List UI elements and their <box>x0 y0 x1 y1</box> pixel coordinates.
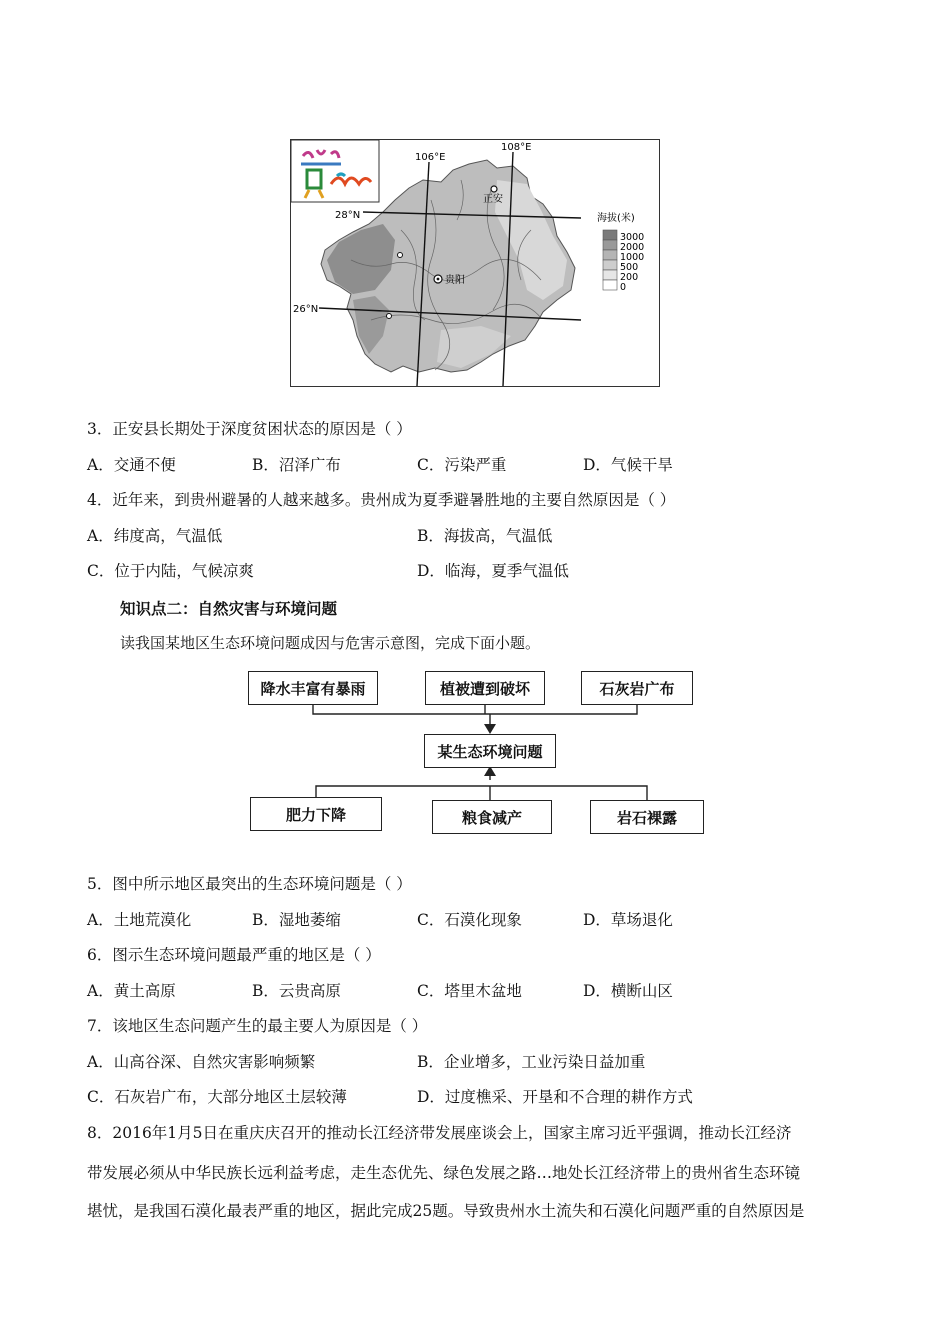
question-3-option-b: B．沼泽广布 <box>252 456 341 474</box>
question-5-option-c: C．石漠化现象 <box>417 911 522 929</box>
question-3-option-c: C．污染严重 <box>417 456 507 474</box>
effect-box: 肥力下降 <box>250 797 382 831</box>
arrow-down <box>484 724 496 734</box>
question-6-option-b: B．云贵高原 <box>252 982 341 1000</box>
cause-box: 植被遭到破坏 <box>425 671 545 705</box>
legend-value: 3000 <box>620 232 645 243</box>
legend-title: 海拔(米) <box>597 213 635 224</box>
zhengan-label: 正安 <box>483 194 503 205</box>
question-4-option-a: A．纬度高，气温低 <box>87 527 223 545</box>
legend-value: 2000 <box>620 242 645 253</box>
question-5-option-b: B．湿地萎缩 <box>252 911 341 929</box>
question-8-line: 堪忧，是我国石漠化最表严重的地区，据此完成25题。导致贵州水土流失和石漠化问题严重的自然原因是 <box>87 1202 805 1220</box>
cause-box: 石灰岩广布 <box>581 671 693 705</box>
section-heading: 知识点二：自然灾害与环境问题 <box>120 600 338 618</box>
legend-value: 200 <box>620 272 639 283</box>
question-4-option-c: C．位于内陆，气候凉爽 <box>87 562 254 580</box>
lat-28-label: 28°N <box>335 210 361 221</box>
question-6-option-c: C．塔里木盆地 <box>417 982 522 1000</box>
question-6-option-a: A．黄土高原 <box>87 982 176 1000</box>
section-intro: 读我国某地区生态环境问题成因与危害示意图，完成下面小题。 <box>120 634 541 652</box>
legend-value: 1000 <box>620 252 645 263</box>
question-5-stem: 5．图中所示地区最突出的生态环境问题是（ ） <box>87 875 412 893</box>
question-6-option-d: D．横断山区 <box>583 982 673 1000</box>
question-8-line: 带发展必须从中华民族长远利益考虑，走生态优先、绿色发展之路…地处长江经济带上的贵州省生态环镜 <box>87 1164 801 1182</box>
question-8-line: 8．2016年1月5日在重庆庆召开的推动长江经济带发展座谈会上，国家主席习近平强调，推动长江经济 <box>87 1124 792 1142</box>
lon-108-label: 108°E <box>501 142 532 153</box>
question-7-option-d: D．过度樵采、开垦和不合理的耕作方式 <box>417 1088 693 1106</box>
question-4-option-b: B．海拔高，气温低 <box>417 527 553 545</box>
question-5-option-a: A．土地荒漠化 <box>87 911 192 929</box>
lat-26-label: 26°N <box>293 304 319 315</box>
question-3-option-d: D．气候干旱 <box>583 456 673 474</box>
legend-value: 0 <box>620 282 627 293</box>
question-3-option-a: A．交通不便 <box>87 456 176 474</box>
effect-box: 粮食减产 <box>432 800 552 834</box>
question-7-option-c: C．石灰岩广布，大部分地区土层较薄 <box>87 1088 347 1106</box>
question-7-stem: 7．该地区生态问题产生的最主要人为原因是（ ） <box>87 1017 428 1035</box>
lon-106-label: 106°E <box>415 152 446 163</box>
cause-box: 降水丰富有暴雨 <box>248 671 378 705</box>
effect-box: 岩石裸露 <box>590 800 704 834</box>
question-4-option-d: D．临海，夏季气温低 <box>417 562 569 580</box>
question-7-option-a: A．山高谷深、自然灾害影响频繁 <box>87 1053 316 1071</box>
question-5-option-d: D．草场退化 <box>583 911 673 929</box>
question-6-stem: 6．图示生态环境问题最严重的地区是（ ） <box>87 946 381 964</box>
question-3-stem: 3．正安县长期处于深度贫困状态的原因是（ ） <box>87 420 412 438</box>
question-7-option-b: B．企业增多，工业污染日益加重 <box>417 1053 646 1071</box>
center-problem-box: 某生态环境问题 <box>424 734 556 768</box>
question-4-stem: 4．近年来，到贵州避暑的人越来越多。贵州成为夏季避暑胜地的主要自然原因是（ ） <box>87 491 676 509</box>
legend-value: 500 <box>620 262 639 273</box>
guiyang-label: 贵阳 <box>445 275 465 286</box>
